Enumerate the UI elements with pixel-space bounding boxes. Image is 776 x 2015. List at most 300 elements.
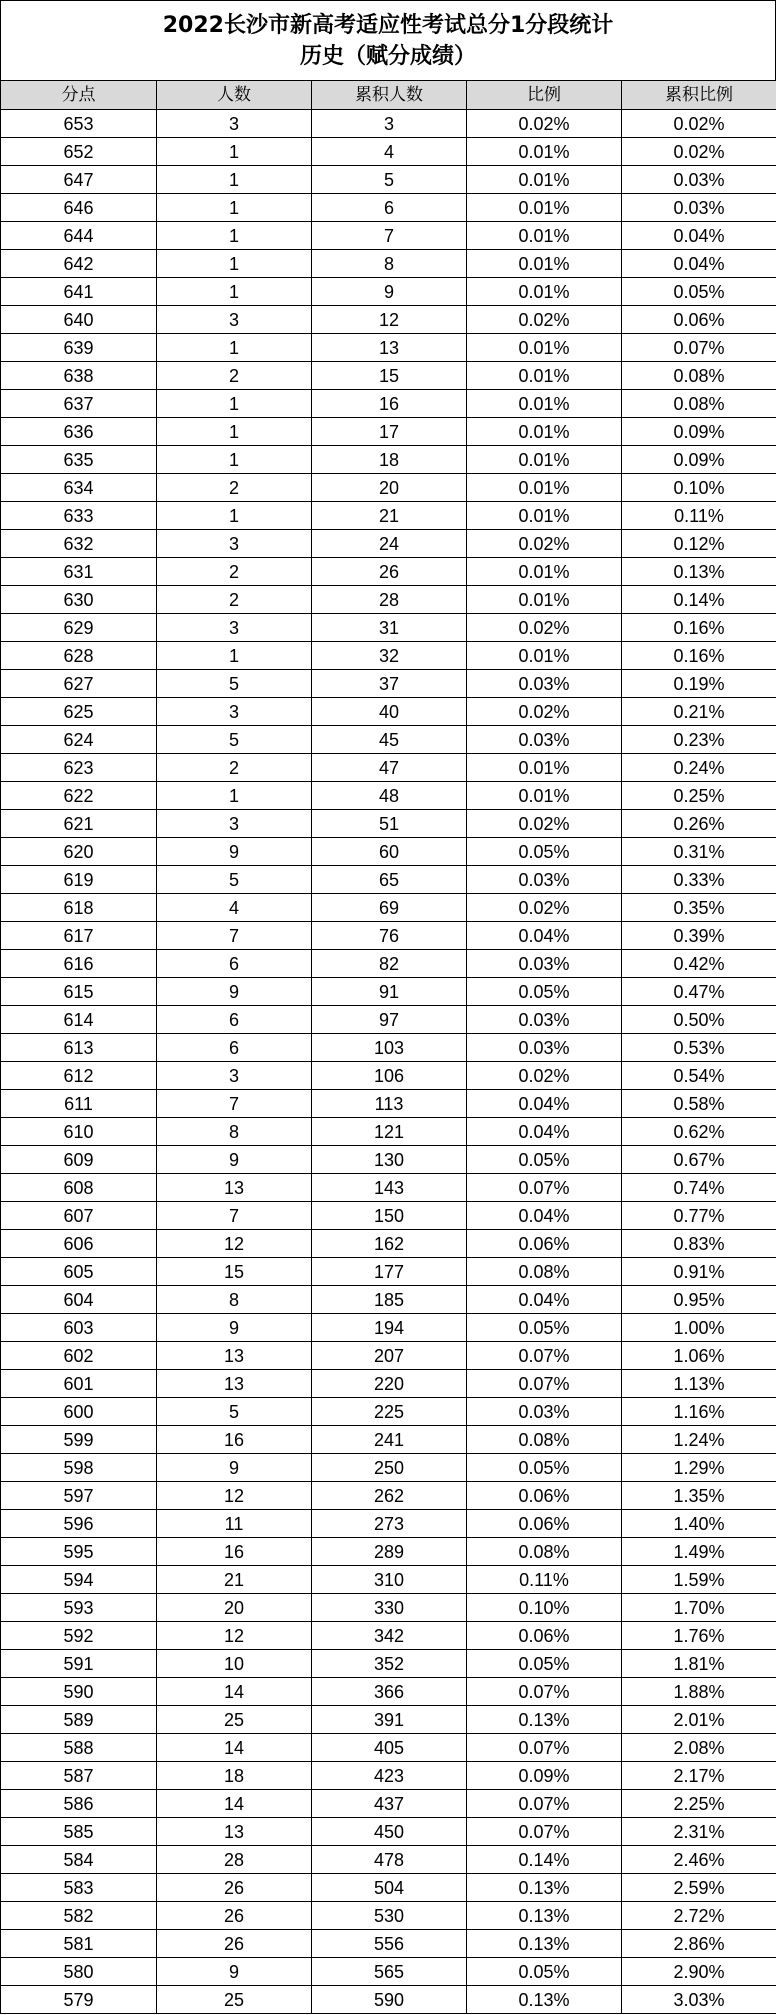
cell-cumulative-ratio: 0.74% <box>622 1174 776 1202</box>
cell-cumulative-count: 5 <box>312 166 467 194</box>
cell-score: 612 <box>1 1062 157 1090</box>
cell-cumulative-count: 24 <box>312 530 467 558</box>
cell-score: 599 <box>1 1426 157 1454</box>
cell-cumulative-ratio: 0.58% <box>622 1090 776 1118</box>
cell-cumulative-count: 478 <box>312 1846 467 1874</box>
cell-ratio: 0.01% <box>467 474 622 502</box>
cell-cumulative-ratio: 2.59% <box>622 1874 776 1902</box>
cell-score: 600 <box>1 1398 157 1426</box>
cell-cumulative-ratio: 2.90% <box>622 1958 776 1986</box>
cell-score: 590 <box>1 1678 157 1706</box>
table-row <box>1 474 776 502</box>
cell-cumulative-ratio: 0.47% <box>622 978 776 1006</box>
cell-count: 3 <box>157 110 312 138</box>
cell-score: 589 <box>1 1706 157 1734</box>
cell-score: 640 <box>1 306 157 334</box>
cell-ratio: 0.13% <box>467 1930 622 1958</box>
cell-score: 610 <box>1 1118 157 1146</box>
cell-count: 5 <box>157 670 312 698</box>
title-block <box>0 0 776 80</box>
table-row <box>1 1930 776 1958</box>
table-row <box>1 782 776 810</box>
cell-ratio: 0.04% <box>467 1202 622 1230</box>
cell-ratio: 0.01% <box>467 446 622 474</box>
cell-cumulative-ratio: 0.14% <box>622 586 776 614</box>
cell-count: 7 <box>157 1090 312 1118</box>
cell-cumulative-ratio: 0.31% <box>622 838 776 866</box>
cell-cumulative-count: 352 <box>312 1650 467 1678</box>
cell-score: 625 <box>1 698 157 726</box>
cell-cumulative-ratio: 0.13% <box>622 558 776 586</box>
table-row <box>1 1202 776 1230</box>
cell-cumulative-ratio: 1.24% <box>622 1426 776 1454</box>
cell-cumulative-ratio: 0.26% <box>622 810 776 838</box>
cell-cumulative-count: 16 <box>312 390 467 418</box>
cell-count: 6 <box>157 1006 312 1034</box>
table-row <box>1 1846 776 1874</box>
cell-count: 15 <box>157 1258 312 1286</box>
table-row <box>1 1034 776 1062</box>
cell-ratio: 0.06% <box>467 1622 622 1650</box>
header-count: 人数 <box>157 81 312 110</box>
cell-cumulative-count: 51 <box>312 810 467 838</box>
cell-score: 588 <box>1 1734 157 1762</box>
table-row <box>1 1230 776 1258</box>
cell-ratio: 0.01% <box>467 586 622 614</box>
cell-cumulative-count: 504 <box>312 1874 467 1902</box>
cell-ratio: 0.01% <box>467 250 622 278</box>
table-row <box>1 138 776 166</box>
cell-cumulative-ratio: 0.08% <box>622 362 776 390</box>
cell-ratio: 0.05% <box>467 1314 622 1342</box>
cell-score: 629 <box>1 614 157 642</box>
cell-ratio: 0.13% <box>467 1874 622 1902</box>
cell-score: 634 <box>1 474 157 502</box>
cell-cumulative-ratio: 0.39% <box>622 922 776 950</box>
cell-cumulative-ratio: 2.08% <box>622 1734 776 1762</box>
cell-ratio: 0.03% <box>467 1006 622 1034</box>
table-row <box>1 1650 776 1678</box>
cell-ratio: 0.03% <box>467 726 622 754</box>
cell-score: 622 <box>1 782 157 810</box>
table-row <box>1 166 776 194</box>
table-row <box>1 950 776 978</box>
cell-cumulative-count: 423 <box>312 1762 467 1790</box>
cell-ratio: 0.08% <box>467 1426 622 1454</box>
cell-ratio: 0.05% <box>467 1146 622 1174</box>
cell-cumulative-ratio: 0.91% <box>622 1258 776 1286</box>
cell-count: 1 <box>157 642 312 670</box>
cell-score: 598 <box>1 1454 157 1482</box>
cell-score: 642 <box>1 250 157 278</box>
table-row <box>1 838 776 866</box>
cell-cumulative-ratio: 0.19% <box>622 670 776 698</box>
cell-ratio: 0.05% <box>467 1650 622 1678</box>
cell-cumulative-ratio: 1.35% <box>622 1482 776 1510</box>
cell-ratio: 0.01% <box>467 334 622 362</box>
cell-score: 601 <box>1 1370 157 1398</box>
cell-score: 605 <box>1 1258 157 1286</box>
cell-cumulative-count: 13 <box>312 334 467 362</box>
cell-cumulative-count: 47 <box>312 754 467 782</box>
cell-ratio: 0.01% <box>467 166 622 194</box>
cell-cumulative-count: 12 <box>312 306 467 334</box>
cell-ratio: 0.02% <box>467 614 622 642</box>
table-row <box>1 110 776 138</box>
cell-score: 628 <box>1 642 157 670</box>
cell-ratio: 0.01% <box>467 222 622 250</box>
table-row <box>1 418 776 446</box>
cell-cumulative-ratio: 0.95% <box>622 1286 776 1314</box>
cell-count: 16 <box>157 1426 312 1454</box>
cell-cumulative-count: 405 <box>312 1734 467 1762</box>
cell-cumulative-ratio: 1.76% <box>622 1622 776 1650</box>
cell-cumulative-ratio: 0.04% <box>622 222 776 250</box>
cell-score: 631 <box>1 558 157 586</box>
cell-count: 2 <box>157 362 312 390</box>
table-row <box>1 390 776 418</box>
cell-ratio: 0.01% <box>467 754 622 782</box>
table-row <box>1 642 776 670</box>
cell-score: 619 <box>1 866 157 894</box>
cell-count: 20 <box>157 1594 312 1622</box>
cell-cumulative-ratio: 0.03% <box>622 166 776 194</box>
cell-count: 13 <box>157 1174 312 1202</box>
cell-score: 641 <box>1 278 157 306</box>
cell-cumulative-ratio: 0.09% <box>622 446 776 474</box>
cell-ratio: 0.03% <box>467 670 622 698</box>
table-row <box>1 1258 776 1286</box>
cell-score: 603 <box>1 1314 157 1342</box>
cell-ratio: 0.02% <box>467 698 622 726</box>
table-row <box>1 754 776 782</box>
cell-cumulative-ratio: 2.86% <box>622 1930 776 1958</box>
table-row <box>1 1678 776 1706</box>
cell-ratio: 0.07% <box>467 1342 622 1370</box>
cell-cumulative-count: 207 <box>312 1342 467 1370</box>
cell-ratio: 0.06% <box>467 1482 622 1510</box>
cell-ratio: 0.13% <box>467 1986 622 2014</box>
cell-ratio: 0.04% <box>467 1286 622 1314</box>
cell-score: 632 <box>1 530 157 558</box>
cell-cumulative-count: 76 <box>312 922 467 950</box>
table-row <box>1 1958 776 1986</box>
table-row <box>1 1762 776 1790</box>
score-table <box>0 80 776 2014</box>
table-row <box>1 866 776 894</box>
cell-ratio: 0.13% <box>467 1706 622 1734</box>
cell-count: 14 <box>157 1734 312 1762</box>
cell-count: 25 <box>157 1706 312 1734</box>
cell-cumulative-ratio: 0.09% <box>622 418 776 446</box>
cell-ratio: 0.07% <box>467 1734 622 1762</box>
cell-count: 1 <box>157 782 312 810</box>
cell-count: 2 <box>157 754 312 782</box>
cell-ratio: 0.02% <box>467 810 622 838</box>
cell-cumulative-count: 106 <box>312 1062 467 1090</box>
table-row <box>1 446 776 474</box>
table-row <box>1 1902 776 1930</box>
cell-score: 602 <box>1 1342 157 1370</box>
table-row <box>1 1146 776 1174</box>
table-row <box>1 502 776 530</box>
cell-cumulative-count: 130 <box>312 1146 467 1174</box>
header-score: 分点 <box>1 81 157 110</box>
cell-cumulative-count: 69 <box>312 894 467 922</box>
cell-ratio: 0.01% <box>467 642 622 670</box>
cell-cumulative-count: 289 <box>312 1538 467 1566</box>
cell-cumulative-ratio: 0.67% <box>622 1146 776 1174</box>
cell-score: 647 <box>1 166 157 194</box>
cell-count: 3 <box>157 614 312 642</box>
cell-cumulative-count: 7 <box>312 222 467 250</box>
cell-cumulative-ratio: 2.72% <box>622 1902 776 1930</box>
cell-count: 1 <box>157 166 312 194</box>
cell-cumulative-count: 31 <box>312 614 467 642</box>
cell-count: 1 <box>157 222 312 250</box>
cell-score: 579 <box>1 1986 157 2014</box>
cell-ratio: 0.13% <box>467 1902 622 1930</box>
cell-count: 10 <box>157 1650 312 1678</box>
cell-ratio: 0.10% <box>467 1594 622 1622</box>
table-row <box>1 1734 776 1762</box>
cell-score: 606 <box>1 1230 157 1258</box>
table-row <box>1 1454 776 1482</box>
cell-cumulative-count: 9 <box>312 278 467 306</box>
table-row <box>1 1874 776 1902</box>
cell-ratio: 0.07% <box>467 1678 622 1706</box>
cell-cumulative-count: 590 <box>312 1986 467 2014</box>
table-row <box>1 250 776 278</box>
cell-cumulative-count: 366 <box>312 1678 467 1706</box>
cell-cumulative-count: 4 <box>312 138 467 166</box>
cell-cumulative-count: 91 <box>312 978 467 1006</box>
cell-count: 12 <box>157 1230 312 1258</box>
table-row <box>1 1538 776 1566</box>
cell-cumulative-ratio: 1.81% <box>622 1650 776 1678</box>
cell-count: 14 <box>157 1790 312 1818</box>
cell-ratio: 0.03% <box>467 950 622 978</box>
cell-cumulative-ratio: 0.02% <box>622 110 776 138</box>
cell-ratio: 0.06% <box>467 1510 622 1538</box>
cell-cumulative-ratio: 0.53% <box>622 1034 776 1062</box>
cell-count: 1 <box>157 502 312 530</box>
cell-cumulative-count: 177 <box>312 1258 467 1286</box>
table-row <box>1 278 776 306</box>
cell-cumulative-count: 150 <box>312 1202 467 1230</box>
cell-score: 653 <box>1 110 157 138</box>
cell-score: 633 <box>1 502 157 530</box>
table-row <box>1 1790 776 1818</box>
cell-cumulative-ratio: 0.11% <box>622 502 776 530</box>
cell-cumulative-ratio: 1.29% <box>622 1454 776 1482</box>
table-row <box>1 1314 776 1342</box>
cell-count: 3 <box>157 810 312 838</box>
cell-score: 620 <box>1 838 157 866</box>
cell-cumulative-ratio: 0.42% <box>622 950 776 978</box>
cell-cumulative-ratio: 0.21% <box>622 698 776 726</box>
cell-ratio: 0.14% <box>467 1846 622 1874</box>
cell-score: 616 <box>1 950 157 978</box>
cell-cumulative-count: 342 <box>312 1622 467 1650</box>
cell-cumulative-ratio: 1.13% <box>622 1370 776 1398</box>
cell-score: 593 <box>1 1594 157 1622</box>
cell-cumulative-count: 65 <box>312 866 467 894</box>
cell-count: 9 <box>157 1958 312 1986</box>
cell-cumulative-ratio: 1.59% <box>622 1566 776 1594</box>
cell-cumulative-count: 530 <box>312 1902 467 1930</box>
cell-cumulative-ratio: 1.16% <box>622 1398 776 1426</box>
cell-ratio: 0.04% <box>467 1118 622 1146</box>
cell-count: 9 <box>157 978 312 1006</box>
cell-score: 621 <box>1 810 157 838</box>
cell-score: 635 <box>1 446 157 474</box>
cell-score: 597 <box>1 1482 157 1510</box>
cell-ratio: 0.07% <box>467 1790 622 1818</box>
page-title: 2022长沙市新高考适应性考试总分1分段统计 <box>162 12 614 38</box>
cell-count: 26 <box>157 1874 312 1902</box>
cell-count: 7 <box>157 922 312 950</box>
cell-cumulative-ratio: 0.03% <box>622 194 776 222</box>
cell-score: 636 <box>1 418 157 446</box>
table-row <box>1 1006 776 1034</box>
cell-cumulative-ratio: 0.04% <box>622 250 776 278</box>
cell-count: 9 <box>157 838 312 866</box>
cell-count: 9 <box>157 1314 312 1342</box>
cell-cumulative-ratio: 0.08% <box>622 390 776 418</box>
cell-score: 594 <box>1 1566 157 1594</box>
cell-count: 5 <box>157 726 312 754</box>
page-subtitle: 历史（赋分成绩） <box>299 43 476 69</box>
cell-ratio: 0.04% <box>467 1090 622 1118</box>
cell-cumulative-count: 82 <box>312 950 467 978</box>
cell-score: 618 <box>1 894 157 922</box>
cell-cumulative-count: 194 <box>312 1314 467 1342</box>
cell-score: 595 <box>1 1538 157 1566</box>
cell-cumulative-count: 565 <box>312 1958 467 1986</box>
table-row <box>1 922 776 950</box>
cell-cumulative-ratio: 1.40% <box>622 1510 776 1538</box>
header-row <box>1 81 776 110</box>
cell-cumulative-ratio: 0.12% <box>622 530 776 558</box>
table-row <box>1 1398 776 1426</box>
cell-cumulative-count: 21 <box>312 502 467 530</box>
cell-score: 615 <box>1 978 157 1006</box>
cell-score: 586 <box>1 1790 157 1818</box>
cell-cumulative-count: 225 <box>312 1398 467 1426</box>
cell-cumulative-count: 556 <box>312 1930 467 1958</box>
table-row <box>1 614 776 642</box>
cell-ratio: 0.05% <box>467 1958 622 1986</box>
cell-cumulative-count: 48 <box>312 782 467 810</box>
cell-count: 6 <box>157 950 312 978</box>
cell-cumulative-ratio: 2.46% <box>622 1846 776 1874</box>
cell-ratio: 0.01% <box>467 362 622 390</box>
cell-score: 608 <box>1 1174 157 1202</box>
cell-ratio: 0.01% <box>467 418 622 446</box>
cell-cumulative-count: 6 <box>312 194 467 222</box>
cell-cumulative-count: 273 <box>312 1510 467 1538</box>
cell-count: 26 <box>157 1930 312 1958</box>
cell-count: 1 <box>157 278 312 306</box>
cell-cumulative-count: 26 <box>312 558 467 586</box>
cell-cumulative-count: 32 <box>312 642 467 670</box>
cell-count: 2 <box>157 474 312 502</box>
cell-cumulative-ratio: 0.62% <box>622 1118 776 1146</box>
cell-count: 13 <box>157 1370 312 1398</box>
cell-cumulative-ratio: 1.00% <box>622 1314 776 1342</box>
cell-count: 2 <box>157 558 312 586</box>
cell-cumulative-ratio: 0.24% <box>622 754 776 782</box>
cell-cumulative-count: 3 <box>312 110 467 138</box>
cell-count: 9 <box>157 1146 312 1174</box>
cell-cumulative-ratio: 0.50% <box>622 1006 776 1034</box>
cell-count: 8 <box>157 1286 312 1314</box>
cell-count: 5 <box>157 1398 312 1426</box>
cell-score: 607 <box>1 1202 157 1230</box>
cell-score: 613 <box>1 1034 157 1062</box>
cell-cumulative-count: 37 <box>312 670 467 698</box>
cell-score: 623 <box>1 754 157 782</box>
table-row <box>1 1986 776 2014</box>
cell-score: 630 <box>1 586 157 614</box>
cell-cumulative-ratio: 2.25% <box>622 1790 776 1818</box>
table-row <box>1 894 776 922</box>
table-row <box>1 306 776 334</box>
cell-count: 18 <box>157 1762 312 1790</box>
table-row <box>1 1594 776 1622</box>
cell-ratio: 0.01% <box>467 502 622 530</box>
cell-cumulative-count: 20 <box>312 474 467 502</box>
cell-cumulative-count: 97 <box>312 1006 467 1034</box>
table-row <box>1 1174 776 1202</box>
cell-ratio: 0.05% <box>467 978 622 1006</box>
cell-cumulative-count: 250 <box>312 1454 467 1482</box>
cell-ratio: 0.07% <box>467 1370 622 1398</box>
cell-cumulative-ratio: 3.03% <box>622 1986 776 2014</box>
cell-cumulative-ratio: 0.77% <box>622 1202 776 1230</box>
cell-count: 4 <box>157 894 312 922</box>
cell-cumulative-ratio: 0.07% <box>622 334 776 362</box>
cell-score: 627 <box>1 670 157 698</box>
cell-score: 584 <box>1 1846 157 1874</box>
table-body <box>1 110 776 2014</box>
cell-ratio: 0.01% <box>467 558 622 586</box>
header-cumulative-count: 累积人数 <box>312 81 467 110</box>
cell-score: 580 <box>1 1958 157 1986</box>
cell-ratio: 0.07% <box>467 1174 622 1202</box>
cell-cumulative-count: 262 <box>312 1482 467 1510</box>
cell-cumulative-ratio: 1.70% <box>622 1594 776 1622</box>
cell-cumulative-ratio: 0.02% <box>622 138 776 166</box>
cell-count: 11 <box>157 1510 312 1538</box>
cell-count: 1 <box>157 138 312 166</box>
cell-count: 1 <box>157 446 312 474</box>
cell-cumulative-ratio: 0.10% <box>622 474 776 502</box>
table-row <box>1 558 776 586</box>
cell-ratio: 0.02% <box>467 530 622 558</box>
cell-score: 611 <box>1 1090 157 1118</box>
cell-ratio: 0.01% <box>467 278 622 306</box>
cell-cumulative-count: 310 <box>312 1566 467 1594</box>
cell-count: 3 <box>157 1062 312 1090</box>
cell-cumulative-count: 437 <box>312 1790 467 1818</box>
table-row <box>1 1818 776 1846</box>
table-row <box>1 1622 776 1650</box>
cell-ratio: 0.08% <box>467 1258 622 1286</box>
table-row <box>1 1510 776 1538</box>
cell-count: 6 <box>157 1034 312 1062</box>
